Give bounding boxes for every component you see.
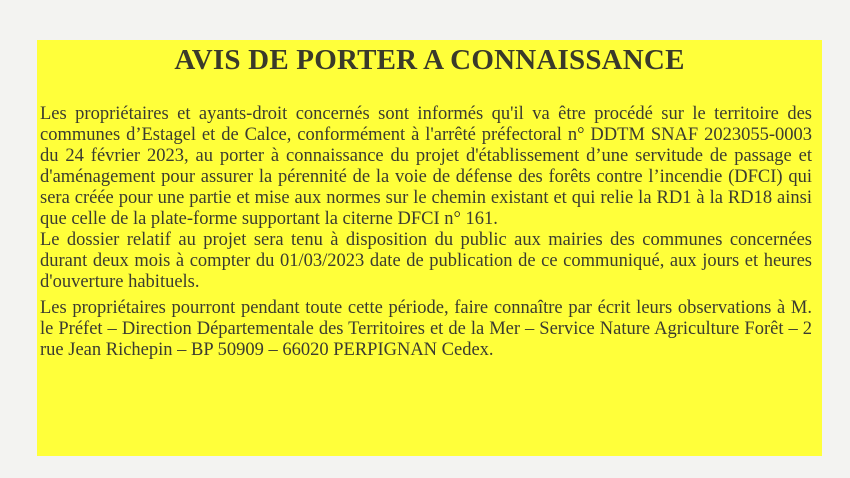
notice-title: AVIS DE PORTER A CONNAISSANCE: [174, 44, 685, 76]
notice-body: [40, 104, 812, 361]
paragraph-intro: Les propriétaires et ayants-droit concernés sont informés qu'il va être procédé sur le territoire des communes d’Estagel et de Calce, conformément à l'arrêté préfectoral n° DDTM SNAF 2023055-0003 du 24 février 2023, au porter à connaissance du projet d'établissement d’une servitude de passage et d'aménagement pour assurer la pérennité de la voie de défense des forêts contre l’incendie (DFCI) qui sera créée pour une partie et mise aux normes sur le chemin existant et qui relie la RD1 à la RD18 ainsi que celle de la plate-forme supportant la citerne DFCI n° 161.: [40, 104, 812, 229]
paragraph-observations: Les propriétaires pourront pendant toute cette période, faire connaître par écrit leurs observations à M. le Préfet – Direction Départementale des Territoires et de la Mer – Service Nature Agriculture Forêt – 2 rue Jean Richepin – BP 50909 – 66020 PERPIGNAN Cedex.: [40, 298, 812, 360]
paragraph-dossier: Le dossier relatif au projet sera tenu à disposition du public aux mairies des communes concernées durant deux mois à compter du 01/03/2023 date de publication de ce communiqué, aux jours et heures d'ouverture habituels.: [40, 230, 812, 292]
notice-panel: [37, 40, 822, 456]
